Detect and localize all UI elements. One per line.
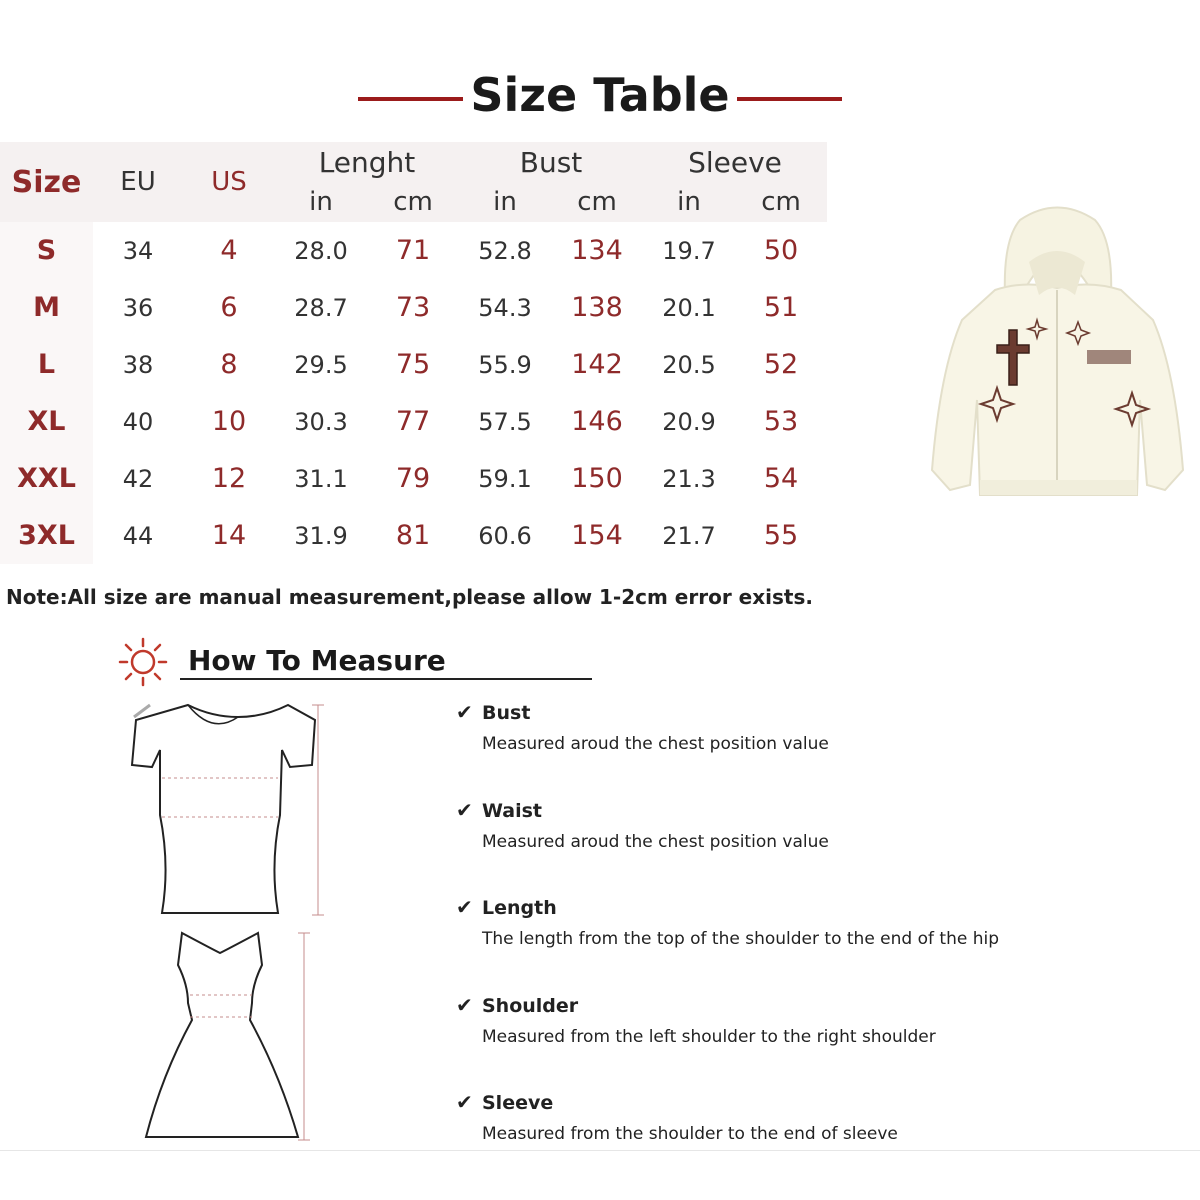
- list-item: [456, 798, 1176, 896]
- check-icon: ✔: [456, 895, 473, 919]
- size-table: [0, 142, 827, 564]
- tshirt-diagram: [120, 695, 360, 920]
- cell-size: S: [0, 222, 93, 279]
- header-sleeve: Sleeve: [643, 142, 827, 182]
- cell-length-cm: 75: [395, 349, 431, 380]
- cell-length-in: 30.3: [294, 407, 348, 436]
- cell-bust-cm: 150: [571, 463, 623, 494]
- measure-name: Shoulder: [482, 994, 579, 1017]
- cell-bust-cm: 138: [571, 292, 623, 323]
- cell-size: L: [0, 336, 93, 393]
- sun-icon: [117, 636, 169, 688]
- cell-us: 14: [211, 520, 247, 551]
- cell-bust-in: 52.8: [478, 236, 532, 265]
- cell-bust-in: 57.5: [478, 407, 532, 436]
- cell-sleeve-cm: 51: [763, 292, 799, 323]
- list-item: [456, 1090, 1176, 1188]
- list-item: [456, 895, 1176, 993]
- measure-desc: Measured from the shoulder to the end of sleeve: [482, 1124, 898, 1144]
- cell-bust-in: 60.6: [478, 521, 532, 550]
- measurement-list: [456, 700, 1176, 1188]
- cell-sleeve-in: 21.7: [662, 521, 716, 550]
- cell-eu: 44: [122, 521, 154, 550]
- header-us: US: [183, 142, 275, 222]
- cell-us: 4: [220, 235, 238, 266]
- cell-sleeve-in: 19.7: [662, 236, 716, 265]
- cell-length-in: 31.9: [294, 521, 348, 550]
- cell-us: 10: [211, 406, 247, 437]
- cell-us: 12: [211, 463, 247, 494]
- measure-name: Waist: [482, 799, 543, 822]
- cell-size: M: [0, 279, 93, 336]
- cell-length-cm: 73: [395, 292, 431, 323]
- header-unit: cm: [551, 182, 643, 222]
- header-unit: in: [459, 182, 551, 222]
- cell-sleeve-cm: 53: [763, 406, 799, 437]
- measurement-note: Note:All size are manual measurement,please allow 1-2cm error exists.: [6, 585, 813, 609]
- cell-length-in: 28.7: [294, 293, 348, 322]
- cell-eu: 36: [122, 293, 154, 322]
- cell-bust-in: 55.9: [478, 350, 532, 379]
- cell-size: XXL: [0, 450, 93, 507]
- cell-us: 6: [220, 292, 238, 323]
- table-row: [0, 279, 827, 336]
- bottom-divider: [0, 1150, 1200, 1151]
- check-icon: ✔: [456, 797, 473, 822]
- measure-name: Bust: [482, 702, 531, 724]
- cell-sleeve-cm: 52: [763, 349, 799, 380]
- cell-length-in: 28.0: [294, 236, 348, 265]
- cell-length-in: 29.5: [294, 350, 348, 379]
- title-decor-line-right: [737, 97, 842, 101]
- table-row: [0, 222, 827, 279]
- header-bust: Bust: [459, 142, 643, 182]
- title-block: [0, 68, 1200, 128]
- cell-bust-cm: 134: [571, 235, 623, 266]
- cell-eu: 38: [122, 350, 154, 379]
- cell-length-cm: 81: [395, 520, 431, 551]
- measure-desc: Measured from the left shoulder to the right shoulder: [482, 1026, 936, 1047]
- check-icon: ✔: [456, 700, 473, 724]
- header-eu: EU: [93, 142, 183, 222]
- cell-sleeve-in: 20.5: [662, 350, 716, 379]
- cell-bust-cm: 142: [571, 349, 623, 380]
- list-item: [456, 993, 1176, 1091]
- cell-bust-cm: 154: [571, 520, 623, 551]
- header-unit: cm: [735, 182, 827, 222]
- cell-sleeve-cm: 55: [763, 520, 799, 551]
- table-row: [0, 450, 827, 507]
- measure-name: Sleeve: [482, 1092, 554, 1114]
- cell-sleeve-in: 21.3: [662, 464, 716, 493]
- check-icon: ✔: [456, 992, 473, 1017]
- header-size: Size: [0, 142, 93, 222]
- cell-size: 3XL: [0, 507, 93, 564]
- cell-sleeve-cm: 54: [763, 463, 799, 494]
- measure-desc: Measured aroud the chest position value: [482, 734, 829, 754]
- table-row: [0, 336, 827, 393]
- measure-desc: The length from the top of the shoulder to the end of the hip: [482, 929, 999, 949]
- list-item: [456, 700, 1176, 798]
- table-row: [0, 393, 827, 450]
- cell-sleeve-cm: 50: [763, 235, 799, 266]
- page-title: Size Table: [470, 68, 730, 122]
- cell-bust-in: 59.1: [478, 464, 532, 493]
- cell-eu: 34: [122, 236, 154, 265]
- cell-eu: 42: [122, 464, 154, 493]
- cell-sleeve-in: 20.9: [662, 407, 716, 436]
- hoodie-product-image: [925, 200, 1190, 505]
- measure-desc: Measured aroud the chest position value: [482, 831, 829, 852]
- cell-length-in: 31.1: [294, 464, 348, 493]
- cell-us: 8: [220, 349, 238, 380]
- dress-diagram: [140, 925, 340, 1145]
- measure-name: Length: [482, 897, 557, 919]
- cell-length-cm: 79: [395, 463, 431, 494]
- cell-sleeve-in: 20.1: [662, 293, 716, 322]
- header-unit: in: [275, 182, 367, 222]
- cell-size: XL: [0, 393, 93, 450]
- cell-bust-in: 54.3: [478, 293, 532, 322]
- cell-eu: 40: [122, 407, 154, 436]
- cell-bust-cm: 146: [571, 406, 623, 437]
- how-to-measure-title: How To Measure: [188, 644, 446, 677]
- check-icon: ✔: [456, 1090, 473, 1114]
- cell-length-cm: 71: [395, 235, 431, 266]
- title-decor-line-left: [358, 97, 463, 101]
- table-row: [0, 507, 827, 564]
- header-unit: in: [643, 182, 735, 222]
- header-unit: cm: [367, 182, 459, 222]
- header-length: Lenght: [275, 142, 459, 182]
- cell-length-cm: 77: [395, 406, 431, 437]
- how-to-measure-underline: [180, 678, 592, 680]
